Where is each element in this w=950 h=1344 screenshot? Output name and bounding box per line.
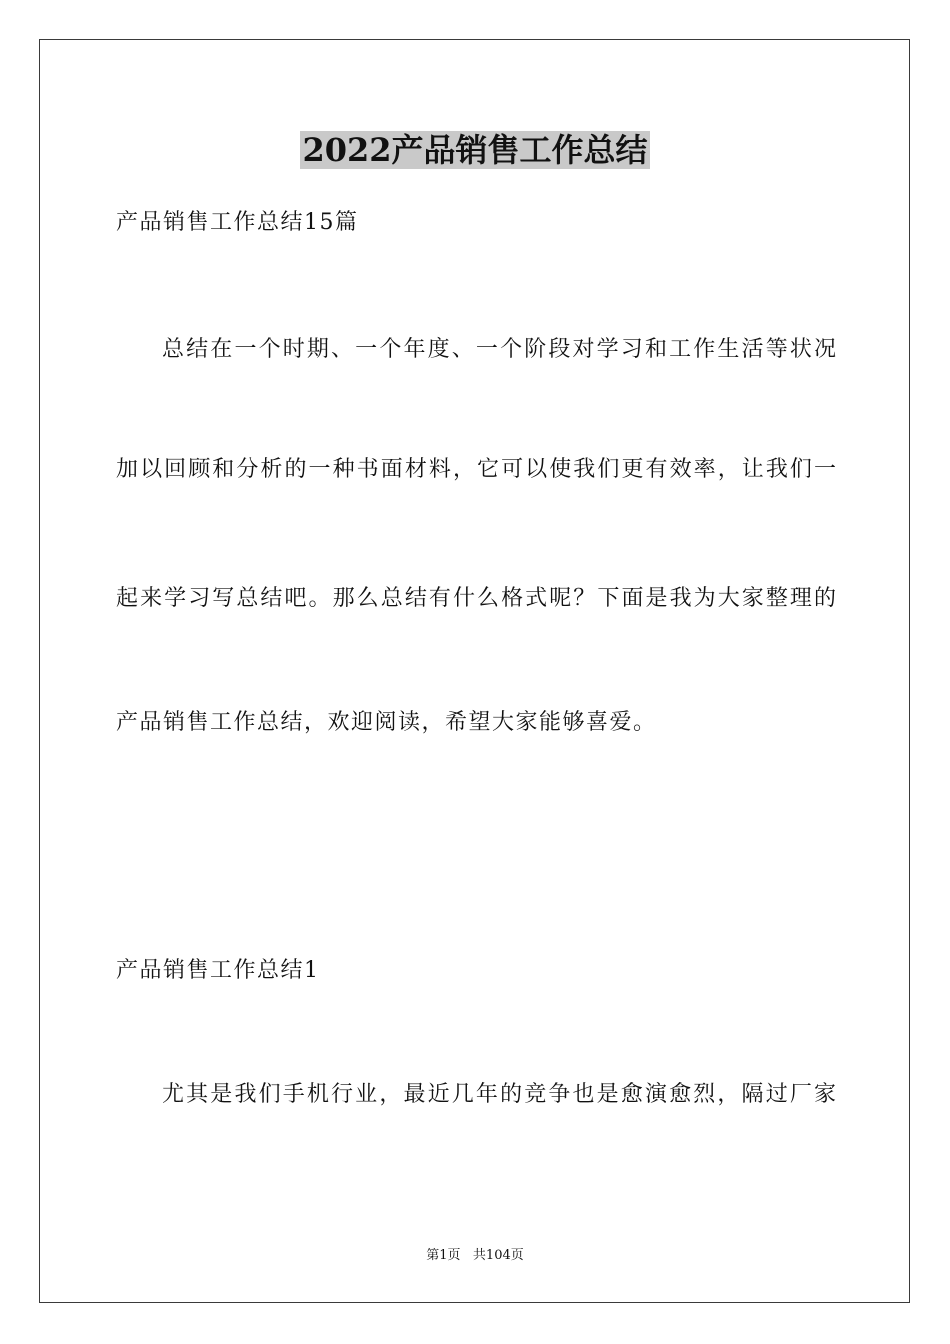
document-subtitle: 产品销售工作总结15篇 (116, 210, 359, 235)
page-footer: 第1页 共104页 (426, 1248, 524, 1263)
document-title (0, 128, 950, 172)
intro-line-1: 总结在一个时期、一个年度、一个阶段对学习和工作生活等状况 (162, 337, 836, 362)
section-heading: 产品销售工作总结1 (116, 958, 320, 983)
section-line-1: 尤其是我们手机行业，最近几年的竞争也是愈演愈烈，隔过厂家 (162, 1082, 836, 1107)
document-title-text: 2022产品销售工作总结 (302, 131, 648, 169)
intro-line-3: 起来学习写总结吧。那么总结有什么格式呢？下面是我为大家整理的 (116, 586, 836, 611)
intro-line-4: 产品销售工作总结，欢迎阅读，希望大家能够喜爱。 (116, 710, 657, 735)
intro-line-2: 加以回顾和分析的一种书面材料，它可以使我们更有效率，让我们一 (116, 457, 836, 482)
